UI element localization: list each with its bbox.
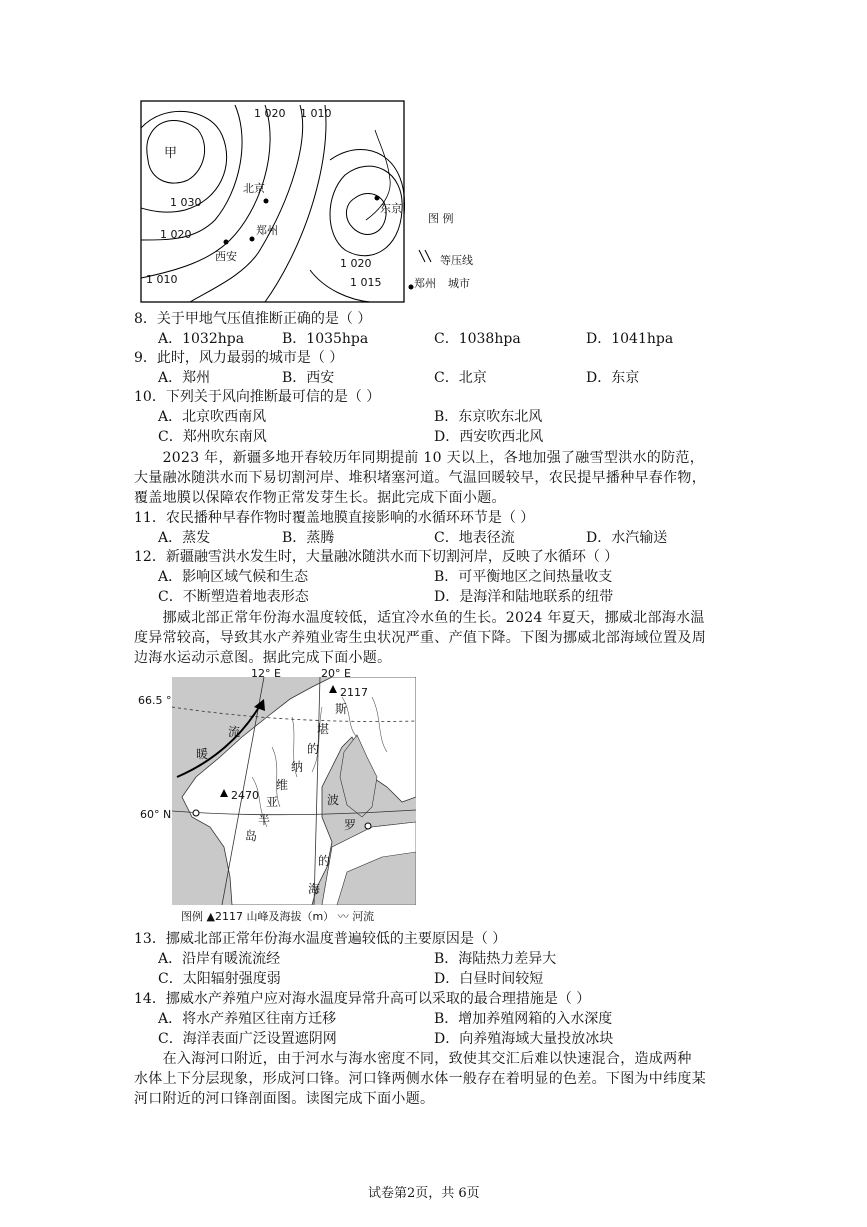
city-tokyo: 东京: [380, 202, 402, 215]
sea-char: 海: [308, 882, 321, 896]
option: D．白昼时间较短: [434, 971, 544, 987]
passage-2-line: 度异常较高，导致其水产养殖业寄生虫状况严重、产值下降。下图为挪威北部海域位置及周: [134, 630, 706, 646]
option: A．沿岸有暖流流经: [158, 951, 281, 967]
peninsula-char: 的: [307, 742, 320, 756]
option: C．不断塑造着地表形态: [158, 589, 309, 605]
isobar-label: 1 010: [146, 273, 178, 286]
peninsula-char: 岛: [245, 829, 258, 843]
passage-1-line: 覆盖地膜以保障农作物正常发芽生长。据此完成下面小题。: [134, 490, 506, 506]
question-9: 9．此时，风力最弱的城市是（ ）: [134, 350, 344, 366]
river-icon: 〰: [337, 910, 349, 923]
isobar-label: 1 030: [170, 196, 202, 209]
peninsula-char: 维: [276, 778, 289, 792]
city-zhengzhou: 郑州: [256, 224, 278, 237]
option: B．可平衡地区之间热量收支: [434, 569, 613, 585]
option: B．1035hpa: [282, 331, 369, 347]
option: A．北京吹西南风: [158, 409, 267, 425]
peninsula-char: 纳: [291, 760, 304, 774]
passage-3-line: 水体上下分层现象，形成河口锋。河口锋两侧水体一般存在着明显的色差。下图为中纬度某: [134, 1071, 706, 1087]
option: B．增加养殖网箱的入水深度: [434, 1011, 613, 1027]
legend-isobar: 等压线: [440, 254, 473, 267]
question-13: 13．挪威北部正常年份海水温度普遍较低的主要原因是（ ）: [134, 931, 507, 947]
passage-1-line: 大量融冰随洪水而下易切割河岸、堆积堵塞河道。气温回暖较早，农民提早播种早春作物，: [134, 470, 706, 486]
peninsula-char: 堪: [317, 722, 330, 736]
longitude-12e: 12° E: [251, 667, 281, 680]
isobar-label: 1 020: [254, 107, 286, 120]
norway-map: [172, 677, 416, 905]
option: A．蒸发: [158, 530, 211, 546]
option: A．影响区域气候和生态: [158, 569, 309, 585]
legend-title: 图 例: [428, 212, 454, 225]
legend-river-label: 河流: [352, 910, 375, 923]
sea-char: 的: [318, 854, 331, 868]
peak-2470: 2470: [231, 789, 259, 802]
option: A．郑州: [158, 370, 211, 386]
map2-legend: [181, 908, 374, 924]
legend-peak-label: 山峰及海拔（m）: [246, 910, 335, 923]
option: A．1032hpa: [158, 331, 245, 347]
passage-2-line: 挪威北部正常年份海水温度较低，适宜冷水鱼的生长。2024 年夏天，挪威北部海水温: [134, 610, 705, 626]
option: C．北京: [434, 370, 487, 386]
option: D．向养殖海域大量投放冰块: [434, 1031, 614, 1047]
peak-2117: 2117: [340, 686, 368, 699]
option: B．西安: [282, 370, 335, 386]
passage-1-line: 2023 年，新疆多地开春较历年同期提前 10 天以上，各地加强了融雪型洪水的防范，: [134, 450, 704, 466]
option: D．东京: [586, 370, 640, 386]
current-char: 流: [228, 725, 241, 739]
peninsula-char: 半: [258, 813, 271, 827]
longitude-20e: 20° E: [321, 667, 351, 680]
question-11: 11．农民播种早春作物时覆盖地膜直接影响的水循环环节是（ ）: [134, 510, 535, 526]
current-char: 暖: [196, 747, 209, 761]
option: C．郑州吹东南风: [158, 429, 267, 445]
option: D．1041hpa: [586, 331, 674, 347]
peninsula-char: 斯: [335, 702, 348, 716]
legend-city: 城市: [448, 277, 470, 290]
legend-prefix: 图例: [181, 910, 203, 923]
question-8: 8．关于甲地气压值推断正确的是（ ）: [134, 311, 372, 327]
option: D．西安吹西北风: [434, 429, 544, 445]
option: B．蒸腾: [282, 530, 335, 546]
option: D．是海洋和陆地联系的纽带: [434, 589, 614, 605]
question-12: 12．新疆融雪洪水发生时，大量融冰随洪水而下切割河岸，反映了水循环（ ）: [134, 549, 619, 565]
isobar-label: 1 020: [160, 228, 192, 241]
city-beijing: 北京: [243, 182, 265, 195]
option: D．水汽输送: [586, 530, 668, 546]
sea-char: 罗: [344, 818, 357, 832]
isobar-label: 1 015: [350, 276, 382, 289]
passage-3-line: 河口附近的河口锋剖面图。读图完成下面小题。: [134, 1091, 435, 1107]
passage-2-line: 边海水运动示意图。据此完成下面小题。: [134, 650, 392, 666]
isobar-label: 1 010: [300, 107, 332, 120]
latitude-60n: 60° N: [140, 808, 172, 821]
city-xian: 西安: [215, 250, 237, 263]
legend-city-sample: 郑州: [414, 277, 436, 290]
isobar-label: 1 020: [340, 257, 372, 270]
option: C．太阳辐射强度弱: [158, 971, 281, 987]
page-footer: 试卷第2页，共 6页: [368, 1186, 480, 1201]
option: A．将水产养殖区往南方迁移: [158, 1011, 337, 1027]
passage-3-line: 在入海河口附近，由于河水与海水密度不同，致使其交汇后难以快速混合，造成两种: [134, 1051, 692, 1067]
sea-char: 波: [327, 793, 340, 807]
option: C．1038hpa: [434, 331, 521, 347]
question-10: 10．下列关于风向推断最可信的是（ ）: [134, 389, 381, 405]
legend-peak-value: 2117: [214, 910, 243, 923]
latitude-66-5: 66.5 °: [138, 694, 172, 707]
peak-icon: ▲: [206, 910, 215, 923]
option: B．东京吹东北风: [434, 409, 543, 425]
option: B．海陆热力差异大: [434, 951, 557, 967]
place-jia: 甲: [164, 146, 178, 161]
option: C．地表径流: [434, 530, 515, 546]
peninsula-char: 亚: [266, 795, 279, 809]
option: C．海洋表面广泛设置遮阴网: [158, 1031, 337, 1047]
question-14: 14．挪威水产养殖户应对海水温度异常升高可以采取的最合理措施是（ ）: [134, 991, 591, 1007]
